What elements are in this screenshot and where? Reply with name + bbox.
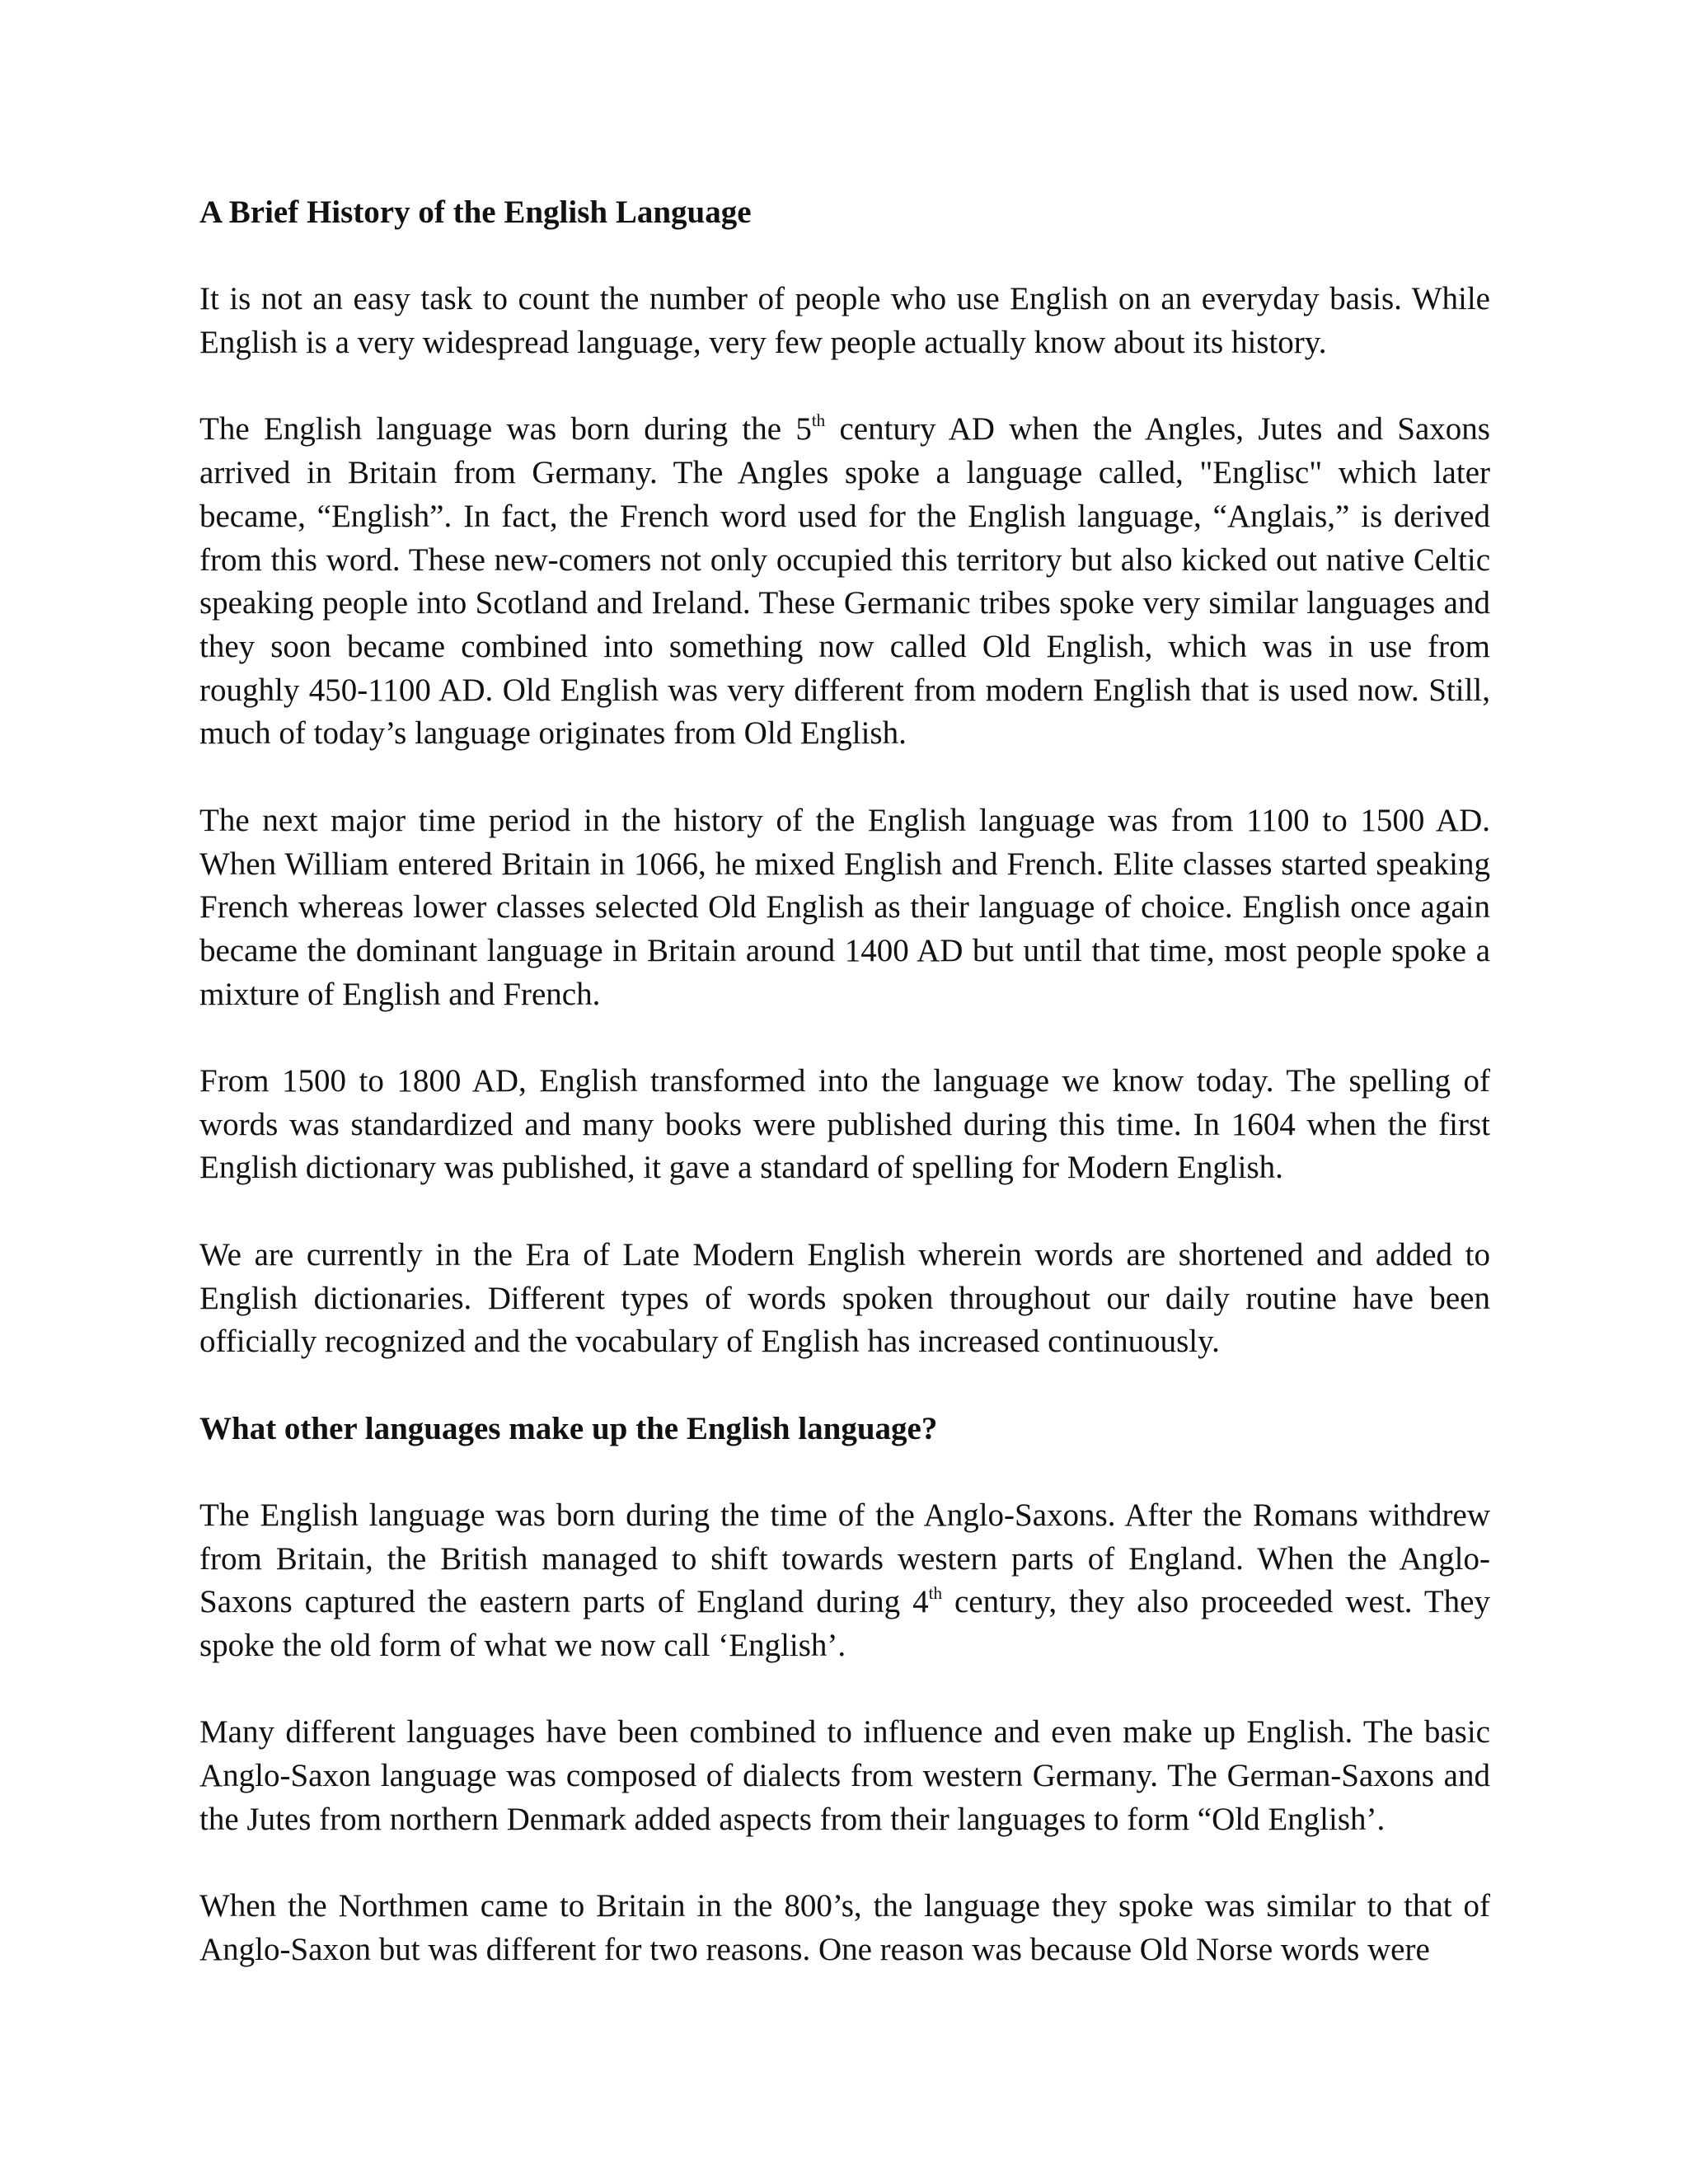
paragraph-origins (199, 408, 1490, 756)
paragraph-origins-part-2: century AD when the Angles, Jutes and Saxons arrived in Britain from Germany. The Angles spoke a language called, "Englisc" which later became, “English”. In fact, the French word used for the English language, “Anglais,” is derived from this word. These new-comers not only occupied this territory but also kicked out native Celtic speaking people into Scotland and Ireland. These Germanic tribes spoke very similar languages and they soon became combined into something now called Old English, which was in use from roughly 450-1100 AD. Old English was very different from modern English that is used now. Still, much of today’s language originates from Old English. (199, 411, 1490, 752)
document-body (199, 191, 1490, 2015)
ordinal-suffix: th (928, 1583, 942, 1604)
ordinal-suffix: th (811, 410, 826, 431)
section-subheading: What other languages make up the English language? (199, 1410, 938, 1446)
paragraph-modern-english: From 1500 to 1800 AD, English transformed into the language we know today. The spelling of words was standardized and many books were published during this time. In 1604 when the first English dictionary was published, it gave a standard of spelling for Modern English. (199, 1063, 1490, 1186)
paragraph-influences: Many different languages have been combined to influence and even make up English. The basic Anglo-Saxon language was composed of dialects from western Germany. The German-Saxons and the Jutes from northern Denmark added aspects from their languages to form “Old English’. (199, 1714, 1490, 1837)
paragraph-late-modern-english: We are currently in the Era of Late Modern English wherein words are shortened and added to English dictionaries. Different types of words spoken throughout our daily routine have been officially recognized and the vocabulary of English has increased continuously. (199, 1236, 1490, 1360)
document-title: A Brief History of the English Language (199, 194, 752, 230)
paragraph-anglo-saxons-part-1: The English language was born during the time of the Anglo-Saxons. After the Romans withdrew from Britain, the British managed to shift towards western parts of England. When the Anglo-Saxons captured the eastern parts of England during 4 (199, 1497, 1490, 1620)
paragraph-anglo-saxons-part-2: century, they also proceeded west. They spoke the old form of what we now call ‘English’. (199, 1584, 1490, 1664)
paragraph-middle-english: The next major time period in the history of the English language was from 1100 to 1500 AD. When William entered Britain in 1066, he mixed English and French. Elite classes started speaking French whereas lower classes selected Old English as their language of choice. English once again became the dominant language in Britain around 1400 AD but until that time, most people spoke a mixture of English and French. (199, 802, 1490, 1012)
paragraph-intro: It is not an easy task to count the number of people who use English on an everyday basis. While English is a very widespread language, very few people actually know about its history. (199, 281, 1490, 361)
paragraph-origins-part-1: The English language was born during the 5 (199, 411, 812, 448)
paragraph-anglo-saxons (199, 1494, 1490, 1668)
paragraph-northmen: When the Northmen came to Britain in the 800’s, the language they spoke was similar to that of Anglo-Saxon but was different for two reasons. One reason was because Old Norse words were (199, 1888, 1490, 1967)
